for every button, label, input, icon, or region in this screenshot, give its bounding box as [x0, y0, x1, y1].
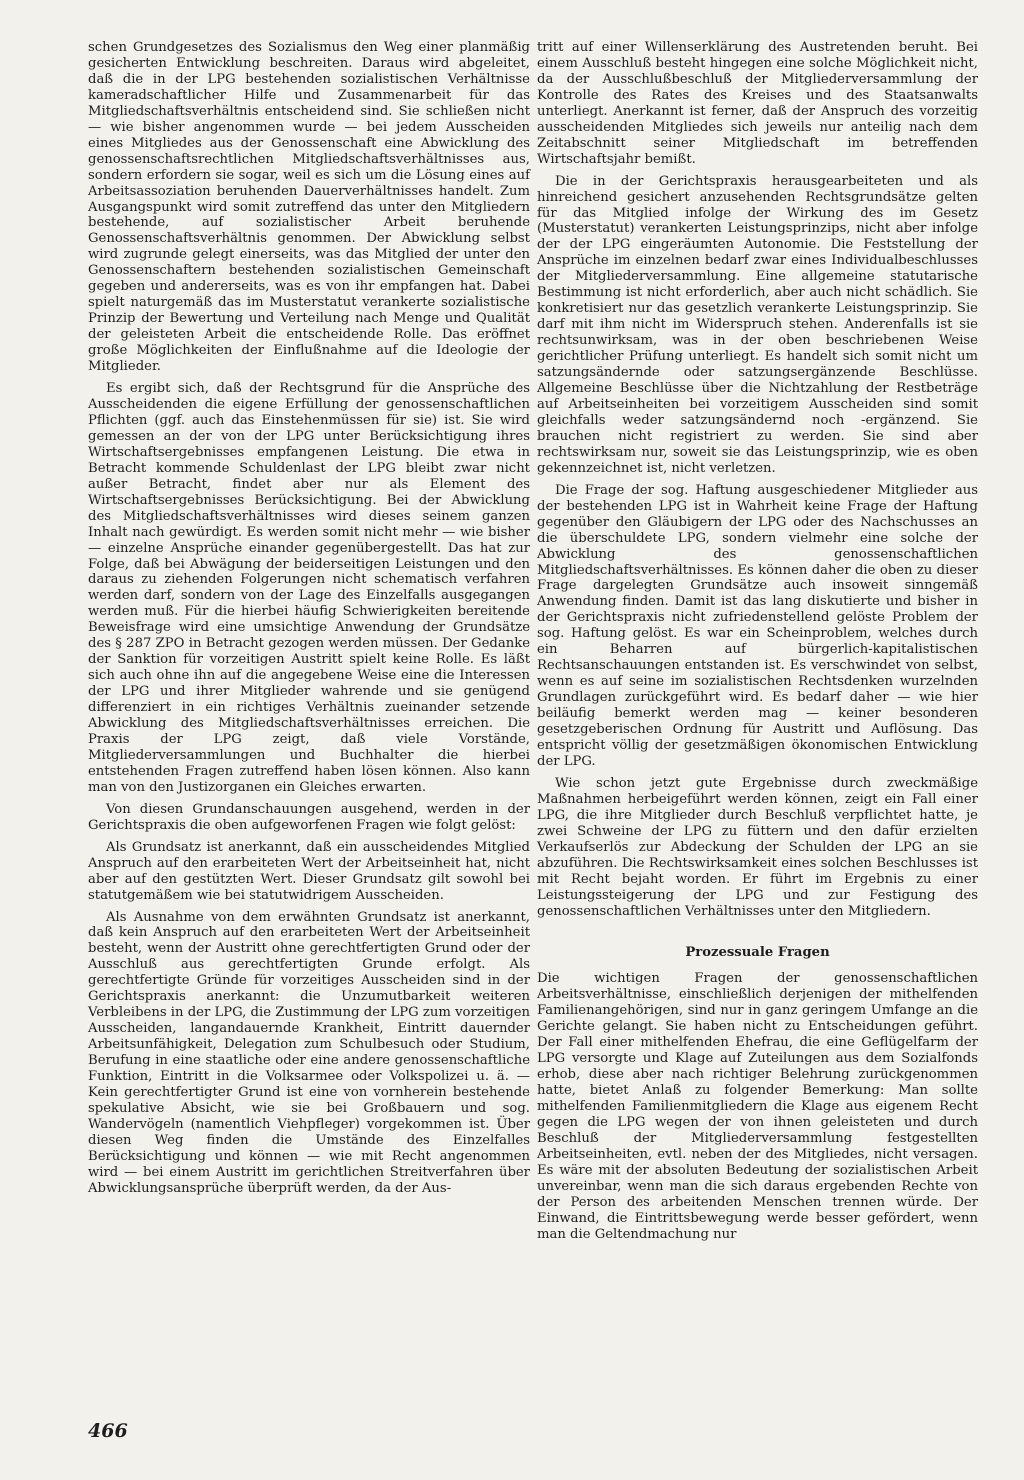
section-heading: Prozessuale Fragen [685, 945, 830, 961]
paragraph: Die wichtigen Fragen der genossenschaftlichen Arbeitsverhältnisse, einschließlich derjenigen der mithelfenden Familienangehörigen, sind nur in ganz geringem Umfange an die Gerichte gelangt. Sie haben nicht zu Entscheidungen geführt. Der Fall einer mithelfenden Ehefrau, die eine Geflügelfarm der LPG versorgte und Klage auf Zuteilungen aus dem Sozialfonds erhob, diese aber nach richtiger Belehrung zurückgenommen hatte, bietet Anlaß zu folgender Bemerkung: Man sollte mithelfenden Familienmitgliedern die Klage aus eigenem Recht gegen die LPG wegen der von ihnen geleisteten und durch Beschluß der Mitgliederversammlung festgestellten Arbeitseinheiten, evtl. neben der des Mitgliedes, nicht versagen. Es wäre mit der absoluten Bedeutung der sozialistischen Arbeit unvereinbar, wenn man die sich daraus ergebenden Rechte von der Person des arbeitenden Menschen trennen würde. Der Einwand, die Eintrittsbewegung werde besser gefördert, wenn man die Geltendmachung nur [537, 971, 978, 1242]
paragraph: Von diesen Grundanschauungen ausgehend, werden in der Gerichtspraxis die oben aufgeworfenen Fragen wie folgt gelöst: [88, 801, 530, 833]
right-column [537, 40, 978, 1249]
paragraph: Es ergibt sich, daß der Rechtsgrund für die Ansprüche des Ausscheidenden die eigene Erfüllung der genossenschaftlichen Pflichten (ggf. auch das Einstehenmüssen für sie) ist. Sie wird gemessen an der von der LPG unter Berücksichtigung ihres Wirtschaftsergebnisses empfangenen Leistung. Die etwa in Betracht kommende Schuldenlast der LPG bleibt zwar nicht außer Betracht, findet aber nur als Element des Wirtschaftsergebnisses Berücksichtigung. Bei der Abwicklung des Mitgliedschaftsverhältnisses wird dieses seinem ganzen Inhalt nach gewürdigt. Es werden somit nicht mehr — wie bisher — einzelne Ansprüche einander gegenübergestellt. Das hat zur Folge, daß bei Abwägung der beiderseitigen Leistungen und den daraus zu ziehenden Folgerungen nicht schematisch verfahren werden darf, sondern von der Lage des Einzelfalls ausgegangen werden muß. Für die hierbei häufig Schwierigkeiten bereitende Beweisfrage wird eine umsichtige Anwendung der Grundsätze des § 287 ZPO in Betracht gezogen werden müssen. Der Gedanke der Sanktion für vorzeitigen Austritt spielt keine Rolle. Es läßt sich auch ohne ihn auf die angegebene Weise eine die Interessen der LPG und ihrer Mitglieder wahrende und sie genügend differenziert in ein richtiges Verhältnis zueinander setzende Abwicklung des Mitgliedschaftsverhältnisses erreichen. Die Praxis der LPG zeigt, daß viele Vorstände, Mitgliederversammlungen und Buchhalter die hierbei entstehenden Fragen zutreffend haben lösen können. Also kann man von den Justizorganen ein Gleiches erwarten. [88, 381, 530, 795]
page-number: 466 [88, 1420, 128, 1442]
paragraph: Wie schon jetzt gute Ergebnisse durch zweckmäßige Maßnahmen herbeigeführt werden können, zeigt ein Fall einer LPG, die ihre Mitglieder durch Beschluß verpflichtet hatte, je zwei Schweine der LPG zu füttern und den dafür erzielten Verkaufserlös zur Abdeckung der Schulden der LPG an sie abzuführen. Die Rechtswirksamkeit eines solchen Beschlusses ist mit Recht bejaht worden. Er führt im Ergebnis zu einer Leistungssteigerung der LPG und zur Festigung des genossenschaftlichen Verhältnisses unter den Mitgliedern. [537, 775, 978, 919]
left-column [88, 40, 530, 1203]
paragraph: Als Ausnahme von dem erwähnten Grundsatz ist anerkannt, daß kein Anspruch auf den erarbeiteten Wert der Arbeitseinheit besteht, wenn der Austritt ohne gerechtfertigten Grund oder der Ausschluß aus gerechtfertigten Grunde erfolgt. Als gerechtfertigte Gründe für vorzeitiges Ausscheiden sind in der Gerichtspraxis anerkannt: die Unzumutbarkeit weiteren Verbleibens in der LPG, die Zustimmung der LPG zum vorzeitigen Ausscheiden, langandauernde Krankheit, Eintritt dauernder Arbeitsunfähigkeit, Delegation zum Schulbesuch oder Studium, Berufung in eine staatliche oder eine andere genossenschaftliche Funktion, Eintritt in die Volksarmee oder Volkspolizei u. ä. — Kein gerechtfertigter Grund ist eine von vornherein bestehende spekulative Absicht, wie sie bei Großbauern und sog. Wandervögeln (namentlich Viehpfleger) vorgekommen ist. Über diesen Weg finden die Umstände des Einzelfalles Berücksichtigung und können — wie mit Recht angenommen wird — bei einem Austritt im gerichtlichen Streitverfahren über Abwicklungsansprüche überprüft werden, da der Aus- [88, 909, 530, 1196]
paragraph: Als Grundsatz ist anerkannt, daß ein ausscheidendes Mitglied Anspruch auf den erarbeiteten Wert der Arbeitseinheit hat, nicht aber auf den gestützten Wert. Dieser Grundsatz gilt sowohl bei statutgemäßem wie bei statutwidrigem Ausscheiden. [88, 839, 530, 903]
paragraph: tritt auf einer Willenserklärung des Austretenden beruht. Bei einem Ausschluß besteht hingegen eine solche Möglichkeit nicht, da der Ausschlußbeschluß der Mitgliederversammlung der Kontrolle des Rates des Kreises und des Staatsanwalts unterliegt. Anerkannt ist ferner, daß der Anspruch des vorzeitig ausscheidenden Mitgliedes sich jeweils nur anteilig nach dem Zeitabschnitt seiner Mitgliedschaft im betreffenden Wirtschaftsjahr bemißt. [537, 40, 978, 167]
paragraph: schen Grundgesetzes des Sozialismus den Weg einer planmäßig gesicherten Entwicklung beschreiten. Daraus wird abgeleitet, daß die in der LPG bestehenden sozialistischen Verhältnisse kameradschaftlicher Hilfe und Zusammenarbeit für das Mitgliedschaftsverhältnis entscheidend sind. Sie schließen nicht — wie bisher angenommen wurde — bei jedem Ausscheiden eines Mitgliedes aus der Genossenschaft eine Abwicklung des genossenschaftsrechtlichen Mitgliedschaftsverhältnisses aus, sondern erfordern sie sogar, weil es sich um die Lösung eines auf Arbeitsassoziation beruhenden Dauerverhältnisses handelt. Zum Ausgangspunkt wird somit zutreffend das unter den Mitgliedern bestehende, auf sozialistischer Arbeit beruhende Genossenschaftsverhältnis genommen. Der Abwicklung selbst wird zugrunde gelegt einerseits, was das Mitglied der unter den Genossenschaftern bestehenden sozialistischen Gemeinschaft gegeben und andererseits, was es von ihr empfangen hat. Dabei spielt naturgemäß das im Musterstatut verankerte sozialistische Prinzip der Bewertung und Verteilung nach Menge und Qualität der geleisteten Arbeit die entscheidende Rolle. Das eröffnet große Möglichkeiten der Einflußnahme auf die Ideologie der Mitglieder. [88, 40, 530, 375]
paragraph: Die Frage der sog. Haftung ausgeschiedener Mitglieder aus der bestehenden LPG ist in Wahrheit keine Frage der Haftung gegenüber den Gläubigern der LPG oder des Nachschusses an die überschuldete LPG, sondern vielmehr eine solche der Abwicklung des genossenschaftlichen Mitgliedschaftsverhältnisses. Es können daher die oben zu dieser Frage dargelegten Grundsätze auch insoweit sinngemäß Anwendung finden. Damit ist das lang diskutierte und bisher in der Gerichtspraxis nicht zufriedenstellend gelöste Problem der sog. Haftung gelöst. Es war ein Scheinproblem, welches durch ein Beharren auf bürgerlich-kapitalistischen Rechtsanschauungen entstanden ist. Es verschwindet von selbst, wenn es auf seine im sozialistischen Rechtsdenken wurzelnden Grundlagen zurückgeführt wird. Es bedarf daher — wie hier beiläufig bemerkt werden mag — keiner besonderen gesetzgeberischen Ordnung für Austritt und Auflösung. Das entspricht völlig der gesetzmäßigen ökonomischen Entwicklung der LPG. [537, 482, 978, 769]
paragraph: Die in der Gerichtspraxis herausgearbeiteten und als hinreichend gesichert anzusehenden Rechtsgrundsätze gelten für das Mitglied infolge der Wirkung des im Gesetz (Musterstatut) verankerten Leistungsprinzips, nicht aber infolge der der LPG eingeräumten Autonomie. Die Feststellung der Ansprüche im einzelnen bedarf zwar eines Individualbeschlusses der Mitgliederversammlung. Eine allgemeine statutarische Bestimmung ist nicht erforderlich, aber auch nicht schädlich. Sie konkretisiert nur das gesetzlich verankerte Leistungsprinzip. Sie darf mit ihm nicht im Widerspruch stehen. Anderenfalls ist sie rechtsunwirksam, was in der oben beschriebenen Weise gerichtlicher Prüfung unterliegt. Es handelt sich somit nicht um satzungsändernde oder satzungsergänzende Beschlüsse. Allgemeine Beschlüsse über die Nichtzahlung der Restbeträge auf Arbeitseinheiten bei vorzeitigem Ausscheiden sind somit gleichfalls weder satzungsändernd noch -ergänzend. Sie brauchen nicht registriert zu werden. Sie sind aber rechtswirksam nur, soweit sie das Leistungsprinzip, wie es oben gekennzeichnet ist, nicht verletzen. [537, 173, 978, 476]
